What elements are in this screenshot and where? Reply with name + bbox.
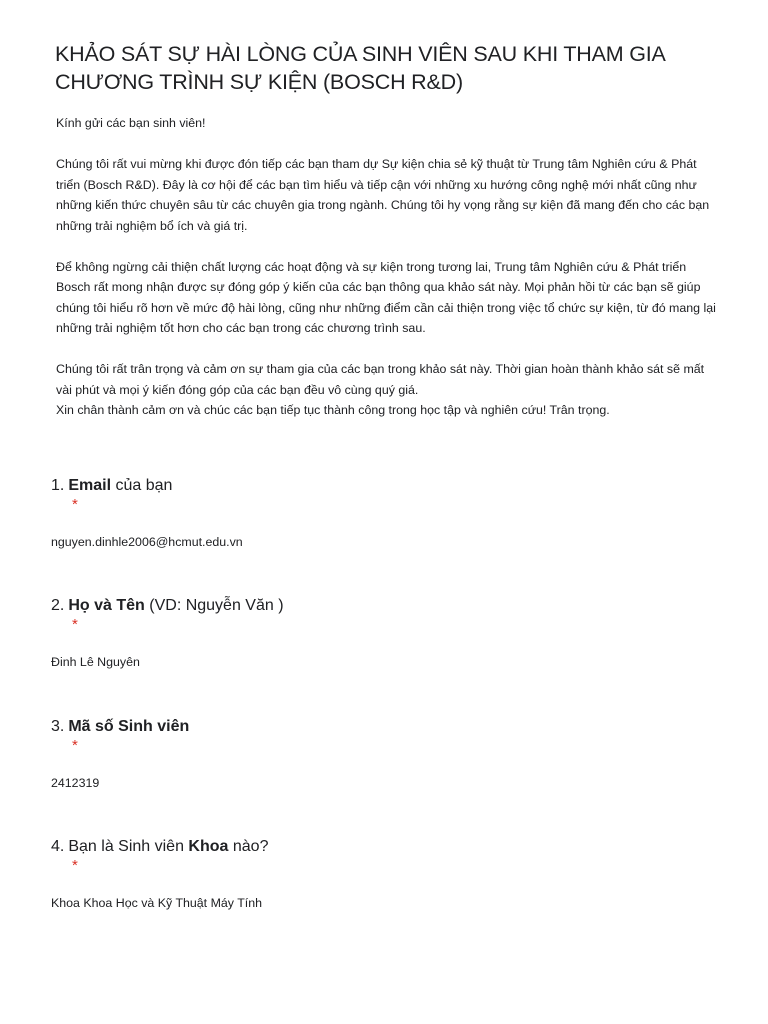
intro-paragraph-3: Chúng tôi rất trân trọng và cảm ơn sự tham gia của các bạn trong khảo sát này. Thời gian hoàn thành khảo sát sẽ mất vài phút và mọi ý kiến đóng góp của các bạn đều vô cùng quý giá.: [56, 362, 705, 397]
form-description: [56, 113, 721, 421]
question-number: 1.: [51, 477, 65, 494]
answer-faculty: Khoa Khoa Học và Kỹ Thuật Máy Tính: [51, 896, 262, 910]
required-asterisk: *: [72, 616, 78, 633]
intro-paragraph-1: Chúng tôi rất vui mừng khi được đón tiếp các bạn tham dự Sự kiện chia sẻ kỹ thuật từ Trung tâm Nghiên cứu & Phát triển (Bosch R&D). Đây là cơ hội để các bạn tìm hiểu và tiếp cận với những xu hướng công nghệ mới nhất cũng như những kiến thức chuyên sâu từ các chuyên gia trong ngành. Chúng tôi hy vọng rằng sự kiện đã mang đến cho các bạn những trải nghiệm bổ ích và giá trị.: [56, 157, 710, 233]
question-student-id: [51, 717, 751, 790]
intro-paragraph-4: Xin chân thành cảm ơn và chúc các bạn tiếp tục thành công trong học tập và nghiên cứu! Trân trọng.: [56, 403, 610, 417]
answer-email: nguyen.dinhle2006@hcmut.edu.vn: [51, 535, 243, 549]
answer-full-name: Đinh Lê Nguyên: [51, 655, 140, 669]
question-text: (VD: Nguyễn Văn ): [144, 597, 284, 614]
question-title: [51, 837, 751, 857]
question-number: 2.: [51, 597, 65, 614]
answer-student-id: 2412319: [51, 776, 100, 790]
required-asterisk: *: [72, 737, 78, 754]
question-bold-text: Khoa: [188, 838, 229, 855]
question-title: [51, 717, 751, 737]
question-text: của bạn: [111, 477, 173, 494]
required-asterisk: *: [72, 857, 78, 874]
question-faculty: [51, 837, 751, 910]
question-bold-text: Email: [68, 477, 112, 494]
question-text-before: Bạn là Sinh viên: [68, 838, 189, 855]
form-title: KHẢO SÁT SỰ HÀI LÒNG CỦA SINH VIÊN SAU KHI THAM GIA CHƯƠNG TRÌNH SỰ KIỆN (BOSCH R&D): [55, 42, 665, 94]
question-email: [51, 476, 751, 549]
question-full-name: [51, 596, 751, 669]
greeting-text: Kính gửi các bạn sinh viên!: [56, 116, 206, 130]
question-bold-text: Mã số Sinh viên: [68, 718, 190, 735]
required-asterisk: *: [72, 496, 78, 513]
question-number: 3.: [51, 718, 65, 735]
question-number: 4.: [51, 838, 65, 855]
question-bold-text: Họ và Tên: [68, 597, 145, 614]
question-text: nào?: [228, 838, 269, 855]
intro-paragraph-2: Để không ngừng cải thiện chất lượng các hoạt động và sự kiện trong tương lai, Trung tâm Nghiên cứu & Phát triển Bosch rất mong nhận được sự đóng góp ý kiến của các bạn thông qua khảo sát này. Mọi phản hồi từ các bạn sẽ giúp chúng tôi hiểu rõ hơn về mức độ hài lòng, cũng như những điểm cần cải thiện trong việc tổ chức sự kiện, từ đó mang lại những trải nghiệm tốt hơn cho các bạn trong các chương trình sau.: [56, 259, 716, 335]
question-title: [51, 596, 751, 616]
question-title: [51, 476, 751, 496]
